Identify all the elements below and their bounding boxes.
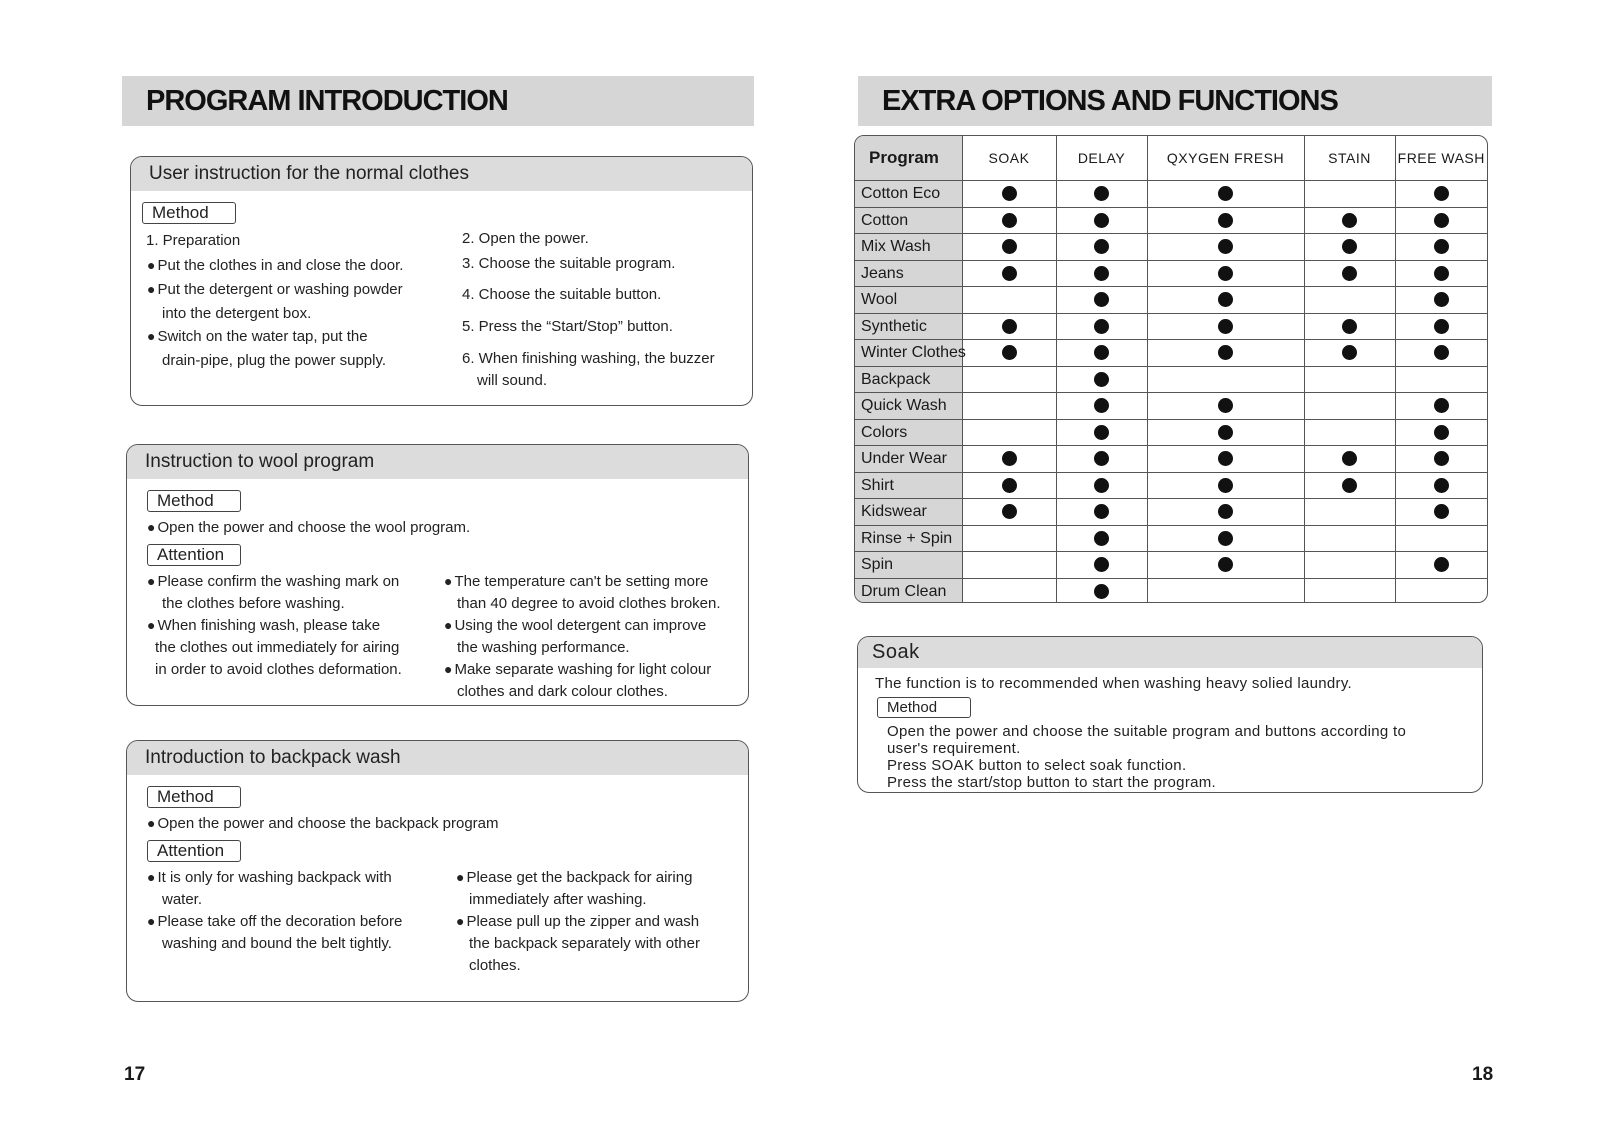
option-cell — [1147, 181, 1304, 208]
available-dot-icon — [1094, 186, 1109, 201]
option-cell — [1304, 313, 1395, 340]
program-name: Cotton — [855, 207, 962, 234]
table-row — [855, 234, 1487, 261]
option-cell — [1304, 234, 1395, 261]
available-dot-icon — [1434, 319, 1449, 334]
instruction-line: ● Put the detergent or washing powder — [147, 281, 403, 298]
available-dot-icon — [1218, 451, 1233, 466]
option-cell — [962, 552, 1056, 579]
option-cell — [1304, 366, 1395, 393]
available-dot-icon — [1434, 186, 1449, 201]
attention-line: in order to avoid clothes deformation. — [155, 661, 402, 678]
available-dot-icon — [1094, 292, 1109, 307]
table-row — [855, 525, 1487, 552]
option-cell — [1304, 260, 1395, 287]
option-cell — [1147, 287, 1304, 314]
column-header: QXYGEN FRESH — [1147, 136, 1304, 181]
available-dot-icon — [1218, 557, 1233, 572]
option-cell — [1147, 207, 1304, 234]
option-cell — [1304, 419, 1395, 446]
option-cell — [1304, 499, 1395, 526]
available-dot-icon — [1218, 186, 1233, 201]
program-name: Synthetic — [855, 313, 962, 340]
option-cell — [962, 313, 1056, 340]
instruction-line: drain-pipe, plug the power supply. — [162, 352, 387, 369]
method-label: Method — [877, 697, 971, 718]
attention-line: ● Please confirm the washing mark on — [147, 573, 399, 590]
option-cell — [962, 472, 1056, 499]
option-cell — [962, 393, 1056, 420]
option-cell — [1395, 287, 1487, 314]
instruction-line: 3. Choose the suitable program. — [462, 255, 676, 272]
soak-line: Press the start/stop button to start the program. — [887, 774, 1217, 791]
option-cell — [1056, 207, 1147, 234]
option-cell — [1395, 234, 1487, 261]
option-cell — [1147, 419, 1304, 446]
table-row — [855, 552, 1487, 579]
option-cell — [1147, 525, 1304, 552]
option-cell — [1395, 525, 1487, 552]
column-header: FREE WASH — [1395, 136, 1487, 181]
attention-line: ● Please get the backpack for airing — [456, 869, 692, 886]
soak-line: Open the power and choose the suitable program and buttons according to — [887, 723, 1407, 740]
program-name: Rinse + Spin — [855, 525, 962, 552]
option-cell — [1056, 552, 1147, 579]
attention-line: washing and bound the belt tightly. — [162, 935, 392, 952]
available-dot-icon — [1002, 478, 1017, 493]
instruction-line: ● Open the power and choose the wool program. — [147, 519, 470, 536]
available-dot-icon — [1434, 213, 1449, 228]
table-row — [855, 393, 1487, 420]
option-cell — [1056, 260, 1147, 287]
method-label: Method — [147, 490, 241, 512]
available-dot-icon — [1218, 504, 1233, 519]
available-dot-icon — [1002, 213, 1017, 228]
table-row — [855, 578, 1487, 603]
option-cell — [1395, 340, 1487, 367]
available-dot-icon — [1094, 345, 1109, 360]
option-cell — [1147, 260, 1304, 287]
option-cell — [1395, 181, 1487, 208]
option-cell — [1395, 366, 1487, 393]
available-dot-icon — [1094, 372, 1109, 387]
instruction-line: ● Put the clothes in and close the door. — [147, 257, 403, 274]
available-dot-icon — [1434, 266, 1449, 281]
table-row — [855, 446, 1487, 473]
available-dot-icon — [1342, 451, 1357, 466]
option-cell — [1147, 578, 1304, 603]
option-cell — [1056, 366, 1147, 393]
available-dot-icon — [1434, 478, 1449, 493]
attention-line: ● When finishing wash, please take — [147, 617, 380, 634]
page-number-right: 18 — [1472, 1064, 1494, 1085]
program-name: Winter Clothes — [855, 340, 962, 367]
option-cell — [962, 207, 1056, 234]
attention-line: water. — [162, 891, 203, 908]
option-cell — [1147, 446, 1304, 473]
page-number-left: 17 — [124, 1064, 146, 1085]
available-dot-icon — [1434, 451, 1449, 466]
table-row — [855, 366, 1487, 393]
section-title: Instruction to wool program — [127, 445, 748, 479]
program-name: Drum Clean — [855, 578, 962, 603]
option-cell — [1395, 552, 1487, 579]
available-dot-icon — [1342, 266, 1357, 281]
wool-program-section — [126, 444, 749, 706]
available-dot-icon — [1434, 425, 1449, 440]
program-name: Spin — [855, 552, 962, 579]
available-dot-icon — [1342, 239, 1357, 254]
option-cell — [1395, 393, 1487, 420]
option-cell — [1056, 578, 1147, 603]
option-cell — [1147, 340, 1304, 367]
column-header: SOAK — [962, 136, 1056, 181]
option-cell — [1056, 419, 1147, 446]
program-name: Jeans — [855, 260, 962, 287]
option-cell — [1304, 446, 1395, 473]
column-header: STAIN — [1304, 136, 1395, 181]
available-dot-icon — [1434, 398, 1449, 413]
option-cell — [962, 446, 1056, 473]
available-dot-icon — [1218, 319, 1233, 334]
option-cell — [1056, 340, 1147, 367]
available-dot-icon — [1342, 345, 1357, 360]
option-cell — [1304, 552, 1395, 579]
available-dot-icon — [1002, 266, 1017, 281]
option-cell — [1147, 234, 1304, 261]
section-title: User instruction for the normal clothes — [131, 157, 752, 191]
instruction-line: ● Open the power and choose the backpack program — [147, 815, 499, 832]
available-dot-icon — [1094, 504, 1109, 519]
column-header: DELAY — [1056, 136, 1147, 181]
available-dot-icon — [1434, 239, 1449, 254]
available-dot-icon — [1434, 292, 1449, 307]
option-cell — [1056, 313, 1147, 340]
option-cell — [962, 340, 1056, 367]
instruction-line: 4. Choose the suitable button. — [462, 286, 662, 303]
column-header: Program — [855, 136, 962, 181]
option-cell — [1395, 313, 1487, 340]
option-cell — [1147, 393, 1304, 420]
option-cell — [1395, 419, 1487, 446]
attention-label: Attention — [147, 544, 241, 566]
option-cell — [1056, 234, 1147, 261]
option-cell — [1304, 525, 1395, 552]
available-dot-icon — [1218, 292, 1233, 307]
available-dot-icon — [1218, 239, 1233, 254]
available-dot-icon — [1434, 345, 1449, 360]
table-row — [855, 287, 1487, 314]
available-dot-icon — [1218, 478, 1233, 493]
soak-section — [857, 636, 1483, 793]
option-cell — [1304, 207, 1395, 234]
option-cell — [1304, 287, 1395, 314]
program-name: Under Wear — [855, 446, 962, 473]
option-cell — [1147, 472, 1304, 499]
available-dot-icon — [1094, 478, 1109, 493]
option-cell — [1056, 472, 1147, 499]
available-dot-icon — [1002, 239, 1017, 254]
option-cell — [1395, 499, 1487, 526]
instruction-line: 6. When finishing washing, the buzzer — [462, 350, 715, 367]
option-cell — [1147, 366, 1304, 393]
attention-line: ● Please pull up the zipper and wash — [456, 913, 699, 930]
option-cell — [1395, 472, 1487, 499]
attention-line: the backpack separately with other — [469, 935, 700, 952]
option-cell — [962, 419, 1056, 446]
table-row — [855, 499, 1487, 526]
program-name: Kidswear — [855, 499, 962, 526]
method-label: Method — [142, 202, 236, 224]
instruction-line: ● Switch on the water tap, put the — [147, 328, 368, 345]
attention-label: Attention — [147, 840, 241, 862]
attention-line: the clothes out immediately for airing — [155, 639, 400, 656]
available-dot-icon — [1218, 425, 1233, 440]
attention-line: ● It is only for washing backpack with — [147, 869, 392, 886]
page-title-extra-options: EXTRA OPTIONS AND FUNCTIONS — [858, 76, 1492, 126]
instruction-line: 5. Press the “Start/Stop” button. — [462, 318, 673, 335]
backpack-wash-section — [126, 740, 749, 1002]
option-cell — [962, 366, 1056, 393]
attention-line: ● Make separate washing for light colour — [444, 661, 711, 678]
program-name: Colors — [855, 419, 962, 446]
option-cell — [1056, 287, 1147, 314]
instruction-line: 2. Open the power. — [462, 230, 589, 247]
option-cell — [1056, 181, 1147, 208]
method-label: Method — [147, 786, 241, 808]
option-cell — [1304, 578, 1395, 603]
available-dot-icon — [1218, 266, 1233, 281]
instruction-line: into the detergent box. — [162, 305, 312, 322]
normal-clothes-section — [130, 156, 753, 406]
attention-line: ● Please take off the decoration before — [147, 913, 402, 930]
attention-line: the washing performance. — [457, 639, 630, 656]
option-cell — [1395, 578, 1487, 603]
available-dot-icon — [1002, 345, 1017, 360]
program-name: Shirt — [855, 472, 962, 499]
section-title: Soak — [858, 637, 1482, 668]
available-dot-icon — [1094, 557, 1109, 572]
available-dot-icon — [1094, 239, 1109, 254]
page-title-program-introduction: PROGRAM INTRODUCTION — [122, 76, 754, 126]
available-dot-icon — [1218, 345, 1233, 360]
available-dot-icon — [1094, 425, 1109, 440]
table-row — [855, 207, 1487, 234]
soak-intro: The function is to recommended when washing heavy solied laundry. — [875, 675, 1352, 692]
available-dot-icon — [1002, 186, 1017, 201]
attention-line: immediately after washing. — [469, 891, 647, 908]
option-cell — [1056, 525, 1147, 552]
attention-line: ● The temperature can't be setting more — [444, 573, 708, 590]
available-dot-icon — [1434, 504, 1449, 519]
available-dot-icon — [1434, 557, 1449, 572]
option-cell — [1304, 181, 1395, 208]
option-cell — [1056, 499, 1147, 526]
available-dot-icon — [1342, 319, 1357, 334]
option-cell — [962, 260, 1056, 287]
available-dot-icon — [1094, 319, 1109, 334]
table-row — [855, 419, 1487, 446]
program-name: Cotton Eco — [855, 181, 962, 208]
attention-line: than 40 degree to avoid clothes broken. — [457, 595, 721, 612]
table-row — [855, 340, 1487, 367]
available-dot-icon — [1342, 213, 1357, 228]
option-cell — [1147, 499, 1304, 526]
available-dot-icon — [1094, 531, 1109, 546]
instruction-line: will sound. — [477, 372, 548, 389]
table-header-row — [855, 136, 1487, 181]
instruction-line: 1. Preparation — [146, 232, 241, 249]
option-cell — [962, 287, 1056, 314]
table-row — [855, 181, 1487, 208]
available-dot-icon — [1002, 319, 1017, 334]
options-table — [854, 135, 1488, 603]
soak-line: user's requirement. — [887, 740, 1021, 757]
available-dot-icon — [1218, 398, 1233, 413]
attention-line: the clothes before washing. — [162, 595, 345, 612]
option-cell — [1056, 446, 1147, 473]
program-name: Backpack — [855, 366, 962, 393]
option-cell — [962, 181, 1056, 208]
available-dot-icon — [1002, 451, 1017, 466]
attention-line: ● Using the wool detergent can improve — [444, 617, 706, 634]
table-row — [855, 472, 1487, 499]
option-cell — [1395, 207, 1487, 234]
available-dot-icon — [1218, 531, 1233, 546]
available-dot-icon — [1218, 213, 1233, 228]
option-cell — [962, 234, 1056, 261]
attention-line: clothes and dark colour clothes. — [457, 683, 668, 700]
option-cell — [1304, 393, 1395, 420]
option-cell — [962, 578, 1056, 603]
option-cell — [1395, 260, 1487, 287]
available-dot-icon — [1342, 478, 1357, 493]
available-dot-icon — [1094, 584, 1109, 599]
soak-line: Press SOAK button to select soak function. — [887, 757, 1187, 774]
available-dot-icon — [1002, 504, 1017, 519]
section-title: Introduction to backpack wash — [127, 741, 748, 775]
table-row — [855, 260, 1487, 287]
program-name: Quick Wash — [855, 393, 962, 420]
available-dot-icon — [1094, 213, 1109, 228]
program-name: Mix Wash — [855, 234, 962, 261]
program-name: Wool — [855, 287, 962, 314]
available-dot-icon — [1094, 398, 1109, 413]
option-cell — [1147, 313, 1304, 340]
option-cell — [1304, 340, 1395, 367]
option-cell — [1304, 472, 1395, 499]
option-cell — [962, 499, 1056, 526]
available-dot-icon — [1094, 451, 1109, 466]
option-cell — [1056, 393, 1147, 420]
available-dot-icon — [1094, 266, 1109, 281]
table-row — [855, 313, 1487, 340]
option-cell — [1395, 446, 1487, 473]
attention-line: clothes. — [469, 957, 521, 974]
option-cell — [962, 525, 1056, 552]
option-cell — [1147, 552, 1304, 579]
